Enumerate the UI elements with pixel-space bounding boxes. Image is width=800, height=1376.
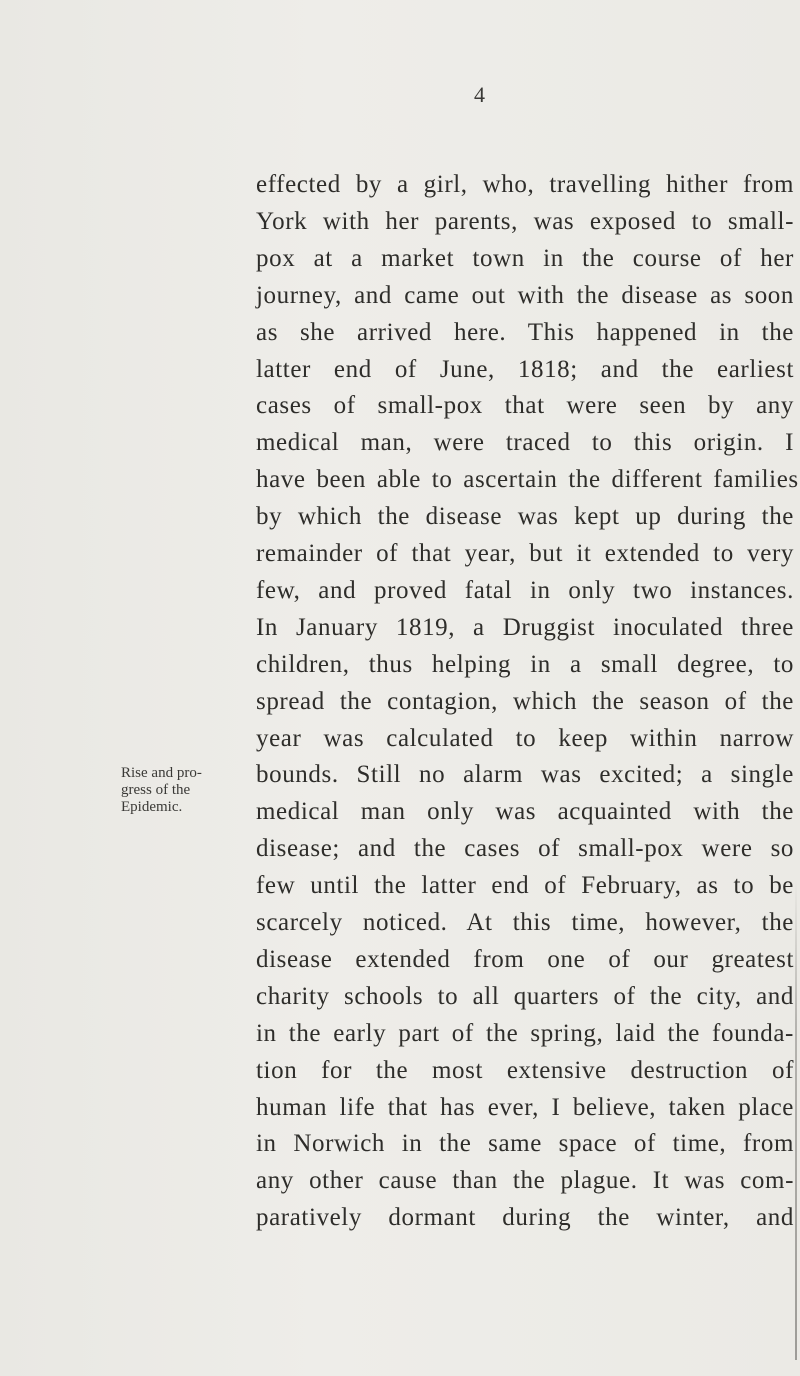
text-line: medical man only was acquainted with the bbox=[256, 798, 794, 826]
text-line: scarcely noticed. At this time, however, the bbox=[256, 909, 794, 936]
text-line: as she arrived here. This happened in the bbox=[256, 318, 794, 346]
text-line: year was calculated to keep within narrow bbox=[256, 724, 794, 752]
text-line: spread the contagion, which the season of the bbox=[256, 687, 794, 715]
text-line: latter end of June, 1818; and the earliest bbox=[256, 355, 794, 383]
text-line: any other cause than the plague. It was com- bbox=[256, 1167, 794, 1195]
text-line: disease; and the cases of small-pox were so bbox=[256, 835, 794, 863]
text-line: In January 1819, a Druggist inoculated three bbox=[256, 613, 794, 641]
text-line: have been able to ascertain the different families bbox=[256, 466, 799, 494]
text-line: charity schools to all quarters of the city, and bbox=[256, 982, 794, 1010]
text-line: journey, and came out with the disease as soon bbox=[256, 281, 794, 309]
text-line: effected by a girl, who, travelling hither from bbox=[256, 171, 794, 198]
margin-note-line: Rise and pro- bbox=[121, 765, 202, 781]
text-line: pox at a market town in the course of her bbox=[256, 244, 794, 272]
text-line: by which the disease was kept up during the bbox=[256, 503, 794, 531]
text-line: tion for the most extensive destruction of bbox=[256, 1056, 794, 1084]
text-line: bounds. Still no alarm was excited; a single bbox=[256, 761, 794, 789]
margin-note-line: gress of the bbox=[121, 782, 191, 798]
margin-note bbox=[121, 765, 249, 816]
text-line: in Norwich in the same space of time, from bbox=[256, 1130, 794, 1158]
text-line: human life that has ever, I believe, taken place bbox=[256, 1093, 794, 1121]
page-edge-shadow bbox=[795, 880, 797, 1360]
text-line: cases of small-pox that were seen by any bbox=[256, 392, 794, 420]
text-line: in the early part of the spring, laid the founda- bbox=[256, 1019, 794, 1047]
text-line: medical man, were traced to this origin. I bbox=[256, 429, 794, 457]
text-line: children, thus helping in a small degree, to bbox=[256, 650, 794, 678]
margin-note-line: Epidemic. bbox=[121, 799, 183, 815]
page-number: 4 bbox=[474, 82, 485, 107]
text-line: few, and proved fatal in only two instances. bbox=[256, 576, 794, 604]
text-line: few until the latter end of February, as to be bbox=[256, 872, 794, 900]
text-line: York with her parents, was exposed to small- bbox=[256, 207, 794, 235]
text-line: remainder of that year, but it extended to very bbox=[256, 540, 794, 567]
text-line: disease extended from one of our greatest bbox=[256, 945, 794, 973]
text-line: paratively dormant during the winter, and bbox=[256, 1204, 794, 1232]
